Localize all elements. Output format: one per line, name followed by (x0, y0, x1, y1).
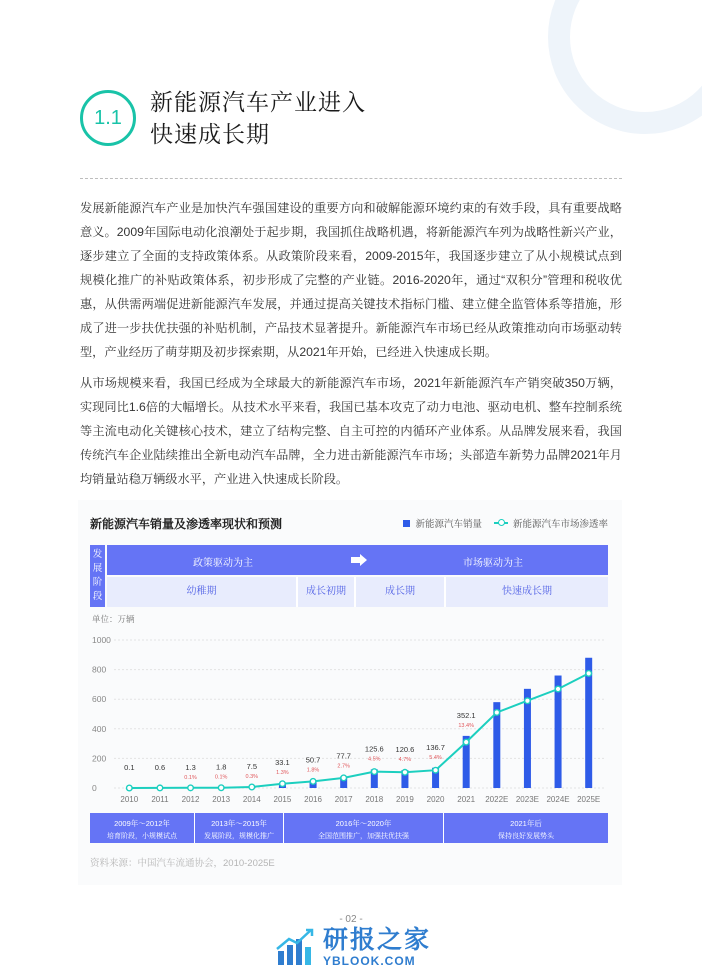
x-tick-label: 2015 (273, 795, 292, 804)
bar-value-label: 50.7 (305, 755, 321, 765)
bar-value-label: 0.6 (154, 762, 166, 772)
stage-early-growth: 成长初期 (306, 586, 346, 597)
penetration-point (494, 710, 500, 716)
x-tick-label: 2025E (577, 795, 601, 804)
penetration-value-label: 0.1% (214, 774, 228, 781)
bar-chart-logo-icon (275, 927, 315, 967)
x-tick-label: 2011 (151, 795, 169, 804)
watermark-logo (275, 926, 431, 968)
penetration-point (218, 785, 224, 791)
penetration-value-label: 13.4% (458, 722, 474, 729)
period-desc: 全国范围推广，加强扶优扶强 (318, 833, 409, 840)
x-tick-label: 2021 (457, 795, 476, 804)
period-desc: 培育阶段，小规模试点 (107, 833, 177, 840)
corner-decoration (548, 0, 702, 134)
penetration-point (463, 739, 469, 745)
watermark-brand-cn: 研报之家 (323, 926, 432, 954)
legend-line-label: 新能源汽车市场渗透率 (512, 519, 608, 530)
penetration-value-label: 4.5% (368, 756, 381, 763)
page-number: - 02 - (339, 914, 363, 925)
penetration-point (372, 769, 378, 775)
stage-rapid-growth: 快速成长期 (502, 586, 552, 597)
x-tick-label: 2017 (334, 795, 353, 804)
penetration-point (157, 785, 163, 791)
paragraph-policy: 发展新能源汽车产业是加快汽车强国建设的重要方向和破解能源环境约束的有效手段，具有重要战略意义。2009年国际电动化浪潮处于起步期，我国抓住战略机遇，将新能源汽车列为战略性新兴产业，逐步建立了全面的支持政策体系。从政策阶段来看，2009-2015年，我国逐步建立了从小规模试点到规模化推广的补贴政策体系，初步形成了完整的产业链。2016-2020年，通过“双积分”管理和税收优惠，从供需两端促进新能源汽车发展，并通过提高关键技术指标门槛、建立健全监管体系等措施，形成了进一步扶优扶强的补贴机制，产品技术显著提升。新能源汽车市场已经从政策推动向市场驱动转型，产业经历了萌芽期及初步探索期，从2021年开始，已经进入快速成长期。 (80, 201, 622, 359)
section-title-line1: 新能源汽车产业进入 (150, 89, 366, 115)
penetration-point (433, 767, 439, 773)
x-tick-label: 2023E (515, 795, 540, 804)
x-tick-label: 2020 (426, 795, 445, 804)
y-tick-label: 800 (92, 664, 107, 675)
penetration-point (341, 775, 347, 781)
unit-label: 单位：万辆 (92, 614, 135, 624)
arrow-right-icon (351, 554, 367, 566)
penetration-point (127, 785, 133, 791)
period-years: 2009年～2012年 (114, 819, 170, 828)
penetration-point (402, 769, 408, 775)
paragraph-market: 从市场规模来看，我国已经成为全球最大的新能源汽车市场，2021年新能源汽车产销突破350万辆，实现同比1.6倍的大幅增长。从技术水平来看，我国已基本攻克了动力电池、驱动电机、整车控制系统等主流电动化关键核心技术，建立了结构完整、自主可控的内循环产业体系。从品牌发展来看，我国传统汽车企业陆续推出全新电动汽车品牌，全力进击新能源汽车市场；头部造车新势力品牌2021年月均销量站稳万辆级水平，产业进入快速成长阶段。 (80, 376, 622, 486)
bar-value-label: 1.8 (215, 762, 227, 772)
x-tick-label: 2018 (365, 795, 384, 804)
section-title-line2: 快速成长期 (150, 121, 270, 147)
penetration-point (586, 671, 592, 677)
sales-bar (585, 658, 592, 788)
y-tick-label: 1000 (92, 635, 111, 645)
legend-bar-label: 新能源汽车销量 (415, 519, 482, 530)
dashed-divider (80, 178, 622, 179)
period-desc: 保持良好发展势头 (498, 833, 554, 840)
period-2013-2015 (195, 813, 283, 843)
penetration-point (310, 779, 316, 785)
penetration-value-label: 4.7% (398, 757, 412, 764)
penetration-value-label: 0.3% (245, 773, 259, 780)
stage-growth: 成长期 (385, 586, 415, 597)
penetration-point (188, 785, 194, 791)
chart-card (78, 500, 622, 885)
x-tick-label: 2012 (181, 795, 200, 804)
chart-legend (403, 516, 608, 530)
bar-value-label: 125.6 (364, 744, 384, 754)
section-title (150, 86, 366, 150)
chart-title: 新能源汽车销量及渗透率现状和预测 (90, 517, 283, 531)
penetration-value-label: 1.8% (306, 767, 320, 774)
bar-value-label: 33.1 (275, 758, 290, 768)
policy-left-label: 政策驱动为主 (193, 558, 253, 569)
bar-value-label: 0.1 (124, 762, 135, 772)
phase-row-label (90, 545, 105, 607)
x-tick-label: 2024E (546, 795, 570, 804)
penetration-point (525, 698, 531, 704)
bar-value-label: 77.7 (336, 751, 351, 761)
section-number-badge (80, 90, 136, 146)
stage-infancy: 幼稚期 (186, 586, 217, 597)
y-tick-label: 0 (92, 783, 97, 793)
period-2021-after (444, 813, 608, 843)
policy-right-label: 市场驱动为主 (463, 558, 523, 569)
y-tick-label: 600 (92, 694, 107, 705)
bar-value-label: 1.3 (185, 762, 196, 772)
period-desc: 发展阶段，规模化推广 (204, 833, 274, 840)
penetration-point (249, 784, 255, 790)
bar-value-label: 120.6 (395, 745, 415, 755)
sales-chart (78, 610, 622, 810)
penetration-line (129, 673, 588, 788)
penetration-value-label: 0.1% (184, 774, 197, 781)
chart-source: 资料来源：中国汽车流通协会，2010-2025E (90, 858, 275, 869)
legend-line-swatch (494, 522, 508, 524)
bar-value-label: 136.7 (426, 742, 445, 752)
policy-row (107, 545, 608, 575)
period-years: 2013年～2015年 (211, 819, 267, 828)
x-tick-label: 2013 (212, 795, 231, 804)
x-tick-label: 2016 (304, 795, 322, 804)
period-strip (90, 813, 608, 843)
penetration-value-label: 1.3% (276, 770, 289, 777)
phase-row-label-text: 发展阶段 (92, 549, 103, 602)
stage-row (107, 577, 608, 607)
x-tick-label: 2010 (120, 795, 139, 804)
x-tick-label: 2022E (485, 795, 509, 804)
watermark-brand-en: YBLOOK.COM (323, 954, 416, 968)
bar-value-label: 352.1 (456, 710, 476, 720)
period-2016-2020 (284, 813, 443, 843)
penetration-value-label: 5.4% (429, 754, 442, 761)
x-tick-label: 2014 (242, 795, 261, 804)
penetration-point (280, 781, 286, 787)
penetration-point (555, 686, 561, 692)
period-years: 2021年后 (510, 819, 542, 828)
period-2009-2012 (90, 813, 194, 843)
section-number: 1.1 (94, 106, 122, 129)
y-tick-label: 200 (92, 753, 107, 764)
period-years: 2016年～2020年 (335, 819, 392, 828)
legend-bar-swatch (403, 520, 410, 527)
penetration-value-label: 2.7% (337, 763, 350, 770)
bar-value-label: 7.5 (246, 761, 258, 771)
x-tick-label: 2019 (396, 795, 414, 804)
y-tick-label: 400 (92, 723, 107, 734)
